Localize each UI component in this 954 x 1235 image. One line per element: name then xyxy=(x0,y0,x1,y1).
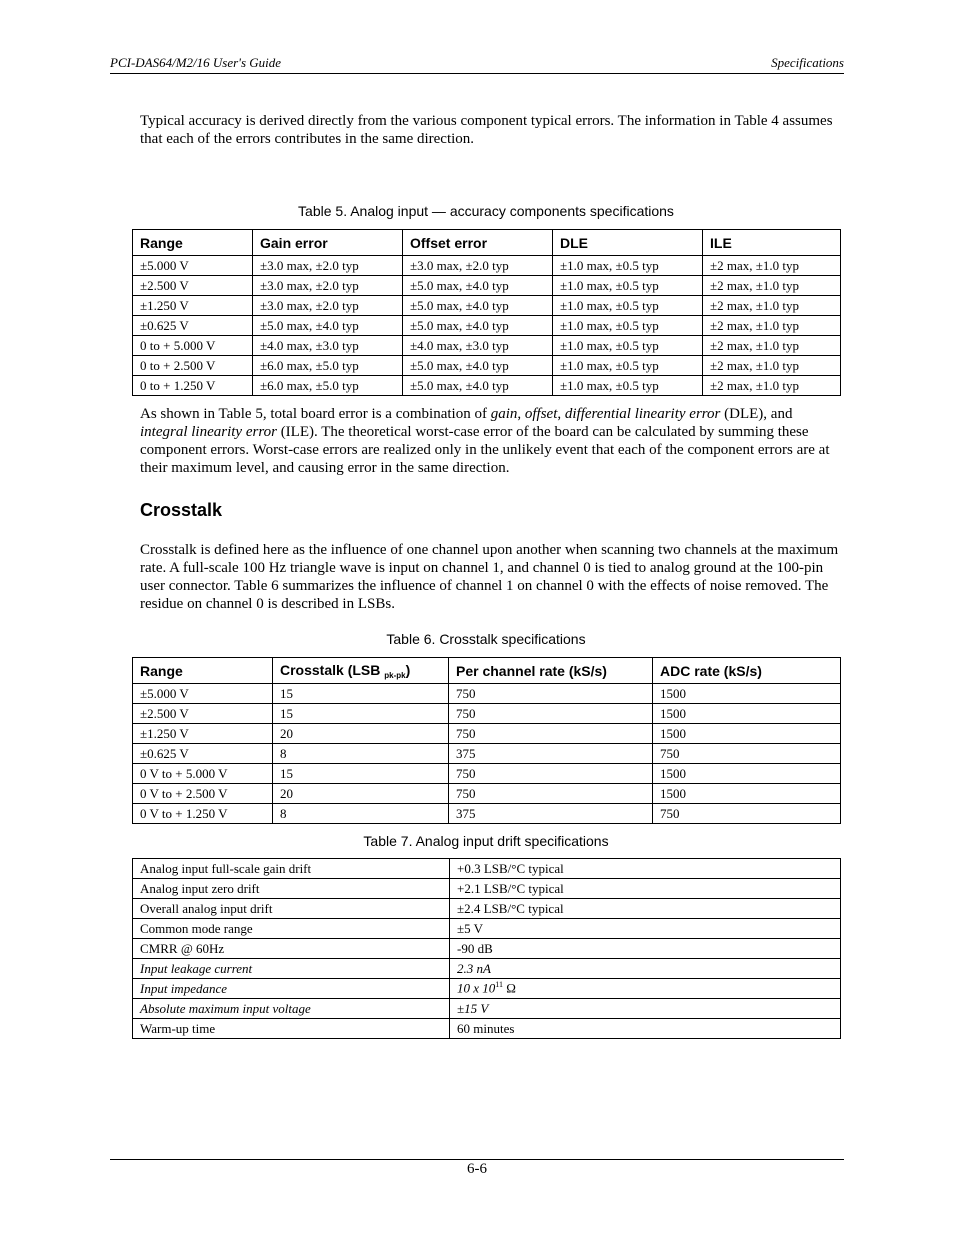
table5-col-gain-error: Gain error xyxy=(253,230,403,256)
table-row xyxy=(133,959,841,979)
table-cell: ±3.0 max, ±2.0 typ xyxy=(253,296,403,316)
header-section-title: Specifications xyxy=(771,55,844,70)
table-row xyxy=(133,296,841,316)
spec-value: ±5 V xyxy=(450,919,841,939)
spec-value: +2.1 LSB/°C typical xyxy=(450,879,841,899)
table-cell: 375 xyxy=(449,804,653,824)
table-cell: ±2 max, ±1.0 typ xyxy=(703,276,841,296)
table-cell: ±4.0 max, ±3.0 typ xyxy=(403,336,553,356)
table-cell: 0 to + 2.500 V xyxy=(133,356,253,376)
table6-col-crosstalk xyxy=(273,658,449,684)
table-cell: ±3.0 max, ±2.0 typ xyxy=(403,256,553,276)
table-cell: ±0.625 V xyxy=(133,316,253,336)
table-cell: ±3.0 max, ±2.0 typ xyxy=(253,276,403,296)
italic-term-dle: differential linearity error xyxy=(564,406,721,422)
table-cell: 8 xyxy=(273,744,449,764)
table-cell: 0 V to + 1.250 V xyxy=(133,804,273,824)
table-cell: 15 xyxy=(273,704,449,724)
text-run: As shown in Table 5, total board error is a combination of xyxy=(140,406,491,422)
table-cell: 750 xyxy=(653,804,841,824)
header-subscript: pk-pk xyxy=(384,670,406,680)
board-error-paragraph xyxy=(140,405,842,477)
page-number: 6-6 xyxy=(467,1161,487,1177)
table6-caption: Table 6. Crosstalk specifications xyxy=(386,631,586,647)
table-cell: ±6.0 max, ±5.0 typ xyxy=(253,356,403,376)
spec-value: -90 dB xyxy=(450,939,841,959)
table-cell: ±1.0 max, ±0.5 typ xyxy=(553,276,703,296)
table-cell: ±2 max, ±1.0 typ xyxy=(703,296,841,316)
italic-term-offset: offset xyxy=(524,406,558,422)
table-row xyxy=(133,899,841,919)
table-cell: ±2.500 V xyxy=(133,276,253,296)
table-cell: ±2 max, ±1.0 typ xyxy=(703,316,841,336)
text-run: (ILE). The theoretical worst-case error of the board can be calculated by summing these component errors. Worst-case errors are realized only in the unlikely event that each of the component errors are at their maximum level, and causing error in the same direction. xyxy=(140,424,830,476)
table6-crosstalk xyxy=(132,657,841,824)
value-unit: Ω xyxy=(502,980,516,996)
table-cell: ±5.000 V xyxy=(133,684,273,704)
table-cell: 15 xyxy=(273,684,449,704)
table6-col-adc-rate: ADC rate (kS/s) xyxy=(653,658,841,684)
text-run: , xyxy=(517,406,525,422)
header-doc-title: PCI-DAS64/M2/16 User's Guide xyxy=(110,55,282,70)
spec-label: Absolute maximum input voltage xyxy=(133,999,450,1019)
table-cell: ±4.0 max, ±3.0 typ xyxy=(253,336,403,356)
spec-value: ±15 V xyxy=(450,999,841,1019)
spec-value: 60 minutes xyxy=(450,1019,841,1039)
table-row xyxy=(133,376,841,396)
table-row xyxy=(133,804,841,824)
table-row xyxy=(133,919,841,939)
table-cell: ±2.500 V xyxy=(133,704,273,724)
value-exponent: 11 xyxy=(495,980,503,990)
table7-caption: Table 7. Analog input drift specifications xyxy=(363,833,609,849)
header-text: Crosstalk (LSB xyxy=(280,661,385,678)
table5-header-row xyxy=(133,230,841,256)
table-cell: 1500 xyxy=(653,724,841,744)
table-cell: ±1.250 V xyxy=(133,724,273,744)
table-row xyxy=(133,744,841,764)
spec-label: Overall analog input drift xyxy=(133,899,450,919)
spec-label: Common mode range xyxy=(133,919,450,939)
table-row xyxy=(133,684,841,704)
table-row xyxy=(133,764,841,784)
text-run: (DLE), and xyxy=(720,406,793,422)
table5-col-offset-error: Offset error xyxy=(403,230,553,256)
table-row xyxy=(133,999,841,1019)
intro-paragraph: Typical accuracy is derived directly from the various component typical errors. The information in Table 4 assumes that each of the errors contributes in the same direction. xyxy=(140,113,833,147)
table-cell: 0 V to + 5.000 V xyxy=(133,764,273,784)
table-cell: ±1.0 max, ±0.5 typ xyxy=(553,256,703,276)
table-cell: 750 xyxy=(653,744,841,764)
page-header xyxy=(110,55,844,74)
spec-value: 2.3 nA xyxy=(450,959,841,979)
table5-col-range: Range xyxy=(133,230,253,256)
footer-rule xyxy=(110,1159,844,1160)
table-cell: 375 xyxy=(449,744,653,764)
table-cell: ±5.000 V xyxy=(133,256,253,276)
table-cell: 750 xyxy=(449,684,653,704)
table-cell: 15 xyxy=(273,764,449,784)
table-row xyxy=(133,859,841,879)
table-cell: 0 to + 1.250 V xyxy=(133,376,253,396)
table-cell: ±1.0 max, ±0.5 typ xyxy=(553,376,703,396)
table-cell: ±2 max, ±1.0 typ xyxy=(703,336,841,356)
table-cell: ±1.0 max, ±0.5 typ xyxy=(553,336,703,356)
table5-caption: Table 5. Analog input — accuracy components specifications xyxy=(298,203,674,219)
table-cell: 1500 xyxy=(653,764,841,784)
table-cell: 0 to + 5.000 V xyxy=(133,336,253,356)
table-cell: ±1.0 max, ±0.5 typ xyxy=(553,356,703,376)
table6-col-per-channel-rate: Per channel rate (kS/s) xyxy=(449,658,653,684)
table-cell: ±2 max, ±1.0 typ xyxy=(703,256,841,276)
table-cell: ±6.0 max, ±5.0 typ xyxy=(253,376,403,396)
table-row xyxy=(133,939,841,959)
value-text: 10 x 10 xyxy=(457,980,496,996)
table-cell: ±5.0 max, ±4.0 typ xyxy=(403,276,553,296)
table-cell: ±5.0 max, ±4.0 typ xyxy=(253,316,403,336)
table5-col-ile: ILE xyxy=(703,230,841,256)
table7-drift xyxy=(132,858,841,1039)
table-cell: ±5.0 max, ±4.0 typ xyxy=(403,296,553,316)
table-cell: ±3.0 max, ±2.0 typ xyxy=(253,256,403,276)
spec-value xyxy=(450,979,841,999)
table-row xyxy=(133,784,841,804)
table-cell: ±1.0 max, ±0.5 typ xyxy=(553,316,703,336)
table-row xyxy=(133,276,841,296)
table6-col-range: Range xyxy=(133,658,273,684)
table-cell: 20 xyxy=(273,724,449,744)
table-row xyxy=(133,724,841,744)
table-cell: ±1.0 max, ±0.5 typ xyxy=(553,296,703,316)
table-row xyxy=(133,704,841,724)
table-row xyxy=(133,356,841,376)
table-cell: 1500 xyxy=(653,784,841,804)
table5-accuracy-components xyxy=(132,229,841,396)
table-cell: ±0.625 V xyxy=(133,744,273,764)
table-cell: 1500 xyxy=(653,704,841,724)
table-cell: 8 xyxy=(273,804,449,824)
spec-label: CMRR @ 60Hz xyxy=(133,939,450,959)
table-cell: ±5.0 max, ±4.0 typ xyxy=(403,356,553,376)
crosstalk-heading: Crosstalk xyxy=(140,500,223,520)
spec-label: Analog input full-scale gain drift xyxy=(133,859,450,879)
table5-col-dle: DLE xyxy=(553,230,703,256)
italic-term-ile: integral linearity error xyxy=(140,424,277,440)
spec-value: ±2.4 LSB/°C typical xyxy=(450,899,841,919)
table6-header-row xyxy=(133,658,841,684)
spec-label: Analog input zero drift xyxy=(133,879,450,899)
spec-value: +0.3 LSB/°C typical xyxy=(450,859,841,879)
table-cell: ±2 max, ±1.0 typ xyxy=(703,376,841,396)
table-cell: 1500 xyxy=(653,684,841,704)
table-row xyxy=(133,256,841,276)
table-cell: ±5.0 max, ±4.0 typ xyxy=(403,316,553,336)
spec-label: Warm-up time xyxy=(133,1019,450,1039)
table-row xyxy=(133,316,841,336)
table-cell: 750 xyxy=(449,704,653,724)
table-cell: ±5.0 max, ±4.0 typ xyxy=(403,376,553,396)
table-cell: 750 xyxy=(449,784,653,804)
table-row xyxy=(133,979,841,999)
text-run: , xyxy=(557,406,565,422)
crosstalk-paragraph: Crosstalk is defined here as the influence of one channel upon another when scanning two channels at the maximum rate. A full-scale 100 Hz triangle wave is input on channel 1, and channel 0 is tied to analog ground at the 100-pin user connector. Table 6 summarizes the influence of channel 1 on channel 0 with the effects of noise removed. The residue on channel 0 is described in LSBs. xyxy=(140,542,839,612)
table-row xyxy=(133,1019,841,1039)
header-text: ) xyxy=(405,661,411,678)
table-cell: 750 xyxy=(449,764,653,784)
table-row xyxy=(133,336,841,356)
table-cell: 20 xyxy=(273,784,449,804)
spec-label: Input impedance xyxy=(133,979,450,999)
table-cell: ±1.250 V xyxy=(133,296,253,316)
table-cell: 0 V to + 2.500 V xyxy=(133,784,273,804)
table-row xyxy=(133,879,841,899)
table-cell: 750 xyxy=(449,724,653,744)
italic-term-gain: gain xyxy=(490,406,518,422)
table-cell: ±2 max, ±1.0 typ xyxy=(703,356,841,376)
spec-label: Input leakage current xyxy=(133,959,450,979)
